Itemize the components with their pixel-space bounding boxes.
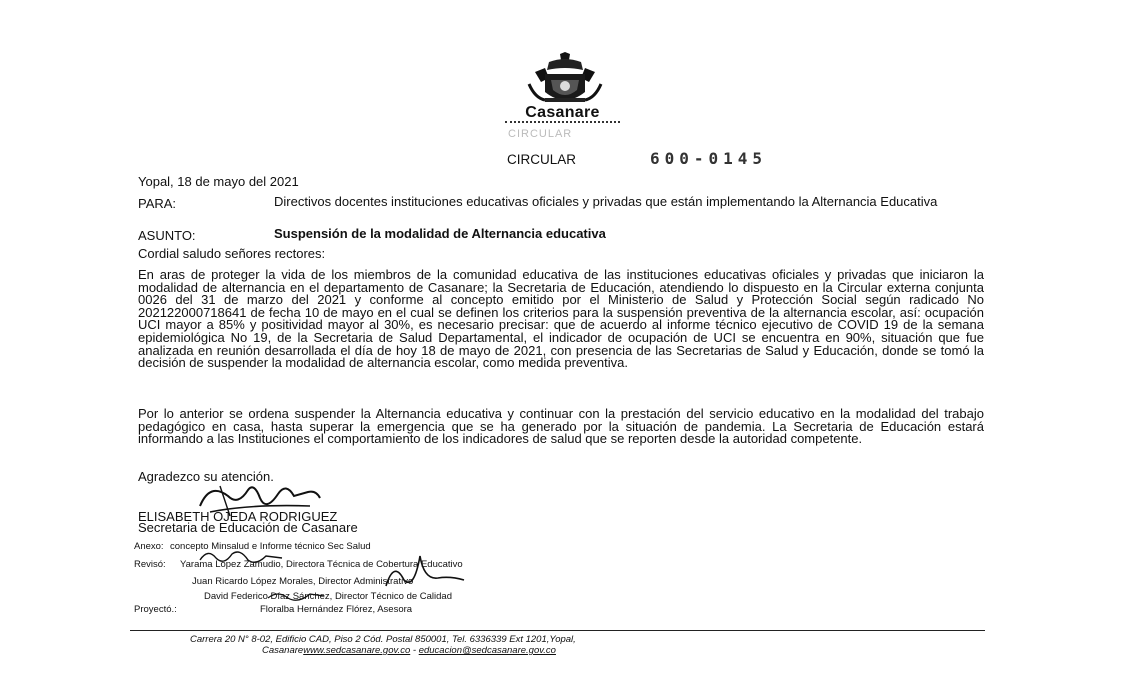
circular-label: CIRCULAR [507,152,577,167]
footer-city: Casanare [262,645,304,656]
letterhead-name: Casanare [525,104,600,121]
ghost-bleed-text: CIRCULAR [508,128,573,140]
initials-signature-1 [196,546,286,568]
reviso-line-2: Juan Ricardo López Morales, Director Administrativo [192,576,414,587]
letterhead-divider [505,121,620,127]
closing: Agradezco su atención. [138,469,274,484]
reviso-line-3: David Federico Díaz Sánchez, Director Técnico de Calidad [204,591,452,602]
reviso-line-1: Yarama López Zamudio, Directora Técnica de Cobertura Educativo [180,559,463,570]
proyecto-label: Proyectó.: [134,604,177,615]
footer-email-link[interactable]: educacion@sedcasanare.gov.co [418,645,556,656]
asunto-label: ASUNTO: [138,228,196,243]
proyecto-text: Floralba Hernández Flórez, Asesora [260,604,413,615]
reviso-label: Revisó: [134,559,166,570]
initials-signature-3 [266,588,326,604]
letter-date: Yopal, 18 de mayo del 2021 [138,174,299,189]
footer-website-link[interactable]: www.sedcasanare.gov.co [303,645,411,656]
footer-divider [130,630,985,631]
signer-title: Secretaria de Educación de Casanare [138,520,358,535]
signer-name: ELISABETH OJEDA RODRIGUEZ [138,509,338,524]
para-label: PARA: [138,196,177,211]
body-paragraph-1: En aras de proteger la vida de los miembros de la comunidad educativa de las instituciones educativas oficiales y privadas que iniciaron la modalidad de alternancia en el departamento de Casanare; la Secretaria de Educación, atendiendo lo dispuesto en la Circular externa conjunta 0026 del 31 de marzo del 2021 y conforme al concepto emitido por el Ministerio de Salud y Protección Social según radicado No 202122000718641 de fecha 10 de mayo en el cual se definen los criterios para la suspensión preventiva de la alternancia escolar, así: ocupación UCI mayor a 85% y positividad mayor al 30%, es necesario precisar: que de acuerdo al informe técnico ejecutivo de COVID 19 de la semana epidemiológica No 19, de la Secretaria de Salud Departamental, el indicador de ocupación de UCI se encuentra en 90%, situación que fue analizada en reunión desarrollada el día de hoy 18 de mayo de 2021, con presencia de las Secretarias de Salud y Educación, donde se tomó la decisión de suspender la modalidad de alternancia escolar, como medida preventiva. [138,267,984,371]
asunto-text: Suspensión de la modalidad de Alternancia educativa [274,226,606,241]
greeting: Cordial saludo señores rectores: [138,246,326,261]
circular-number: 600-0145 [650,149,768,168]
footer-address: Carrera 20 N° 8-02, Edificio CAD, Piso 2 Cód. Postal 850001, Tel. 6336339 Ext 1201,Yopal, [190,634,576,645]
para-text: Directivos docentes instituciones educativas oficiales y privadas que están implementando la Alternancia Educativa [274,194,938,209]
anexo-text: concepto Minsalud e Informe técnico Sec Salud [170,541,371,552]
anexo-label: Anexo: [134,541,164,552]
initials-signature-2 [380,550,470,592]
body-paragraph-2: Por lo anterior se ordena suspender la Alternancia educativa y continuar con la prestación del servicio educativo en la modalidad del trabajo pedagógico en casa, hasta superar la emergencia que se ha generado por la situación de pandemia. La Secretaria de Educación estará informando a las Instituciones el comportamiento de los indicadores de salud que se reporten desde la autoridad competente. [138,406,984,447]
footer-contact-line [262,645,556,656]
footer-separator: - [410,645,419,656]
